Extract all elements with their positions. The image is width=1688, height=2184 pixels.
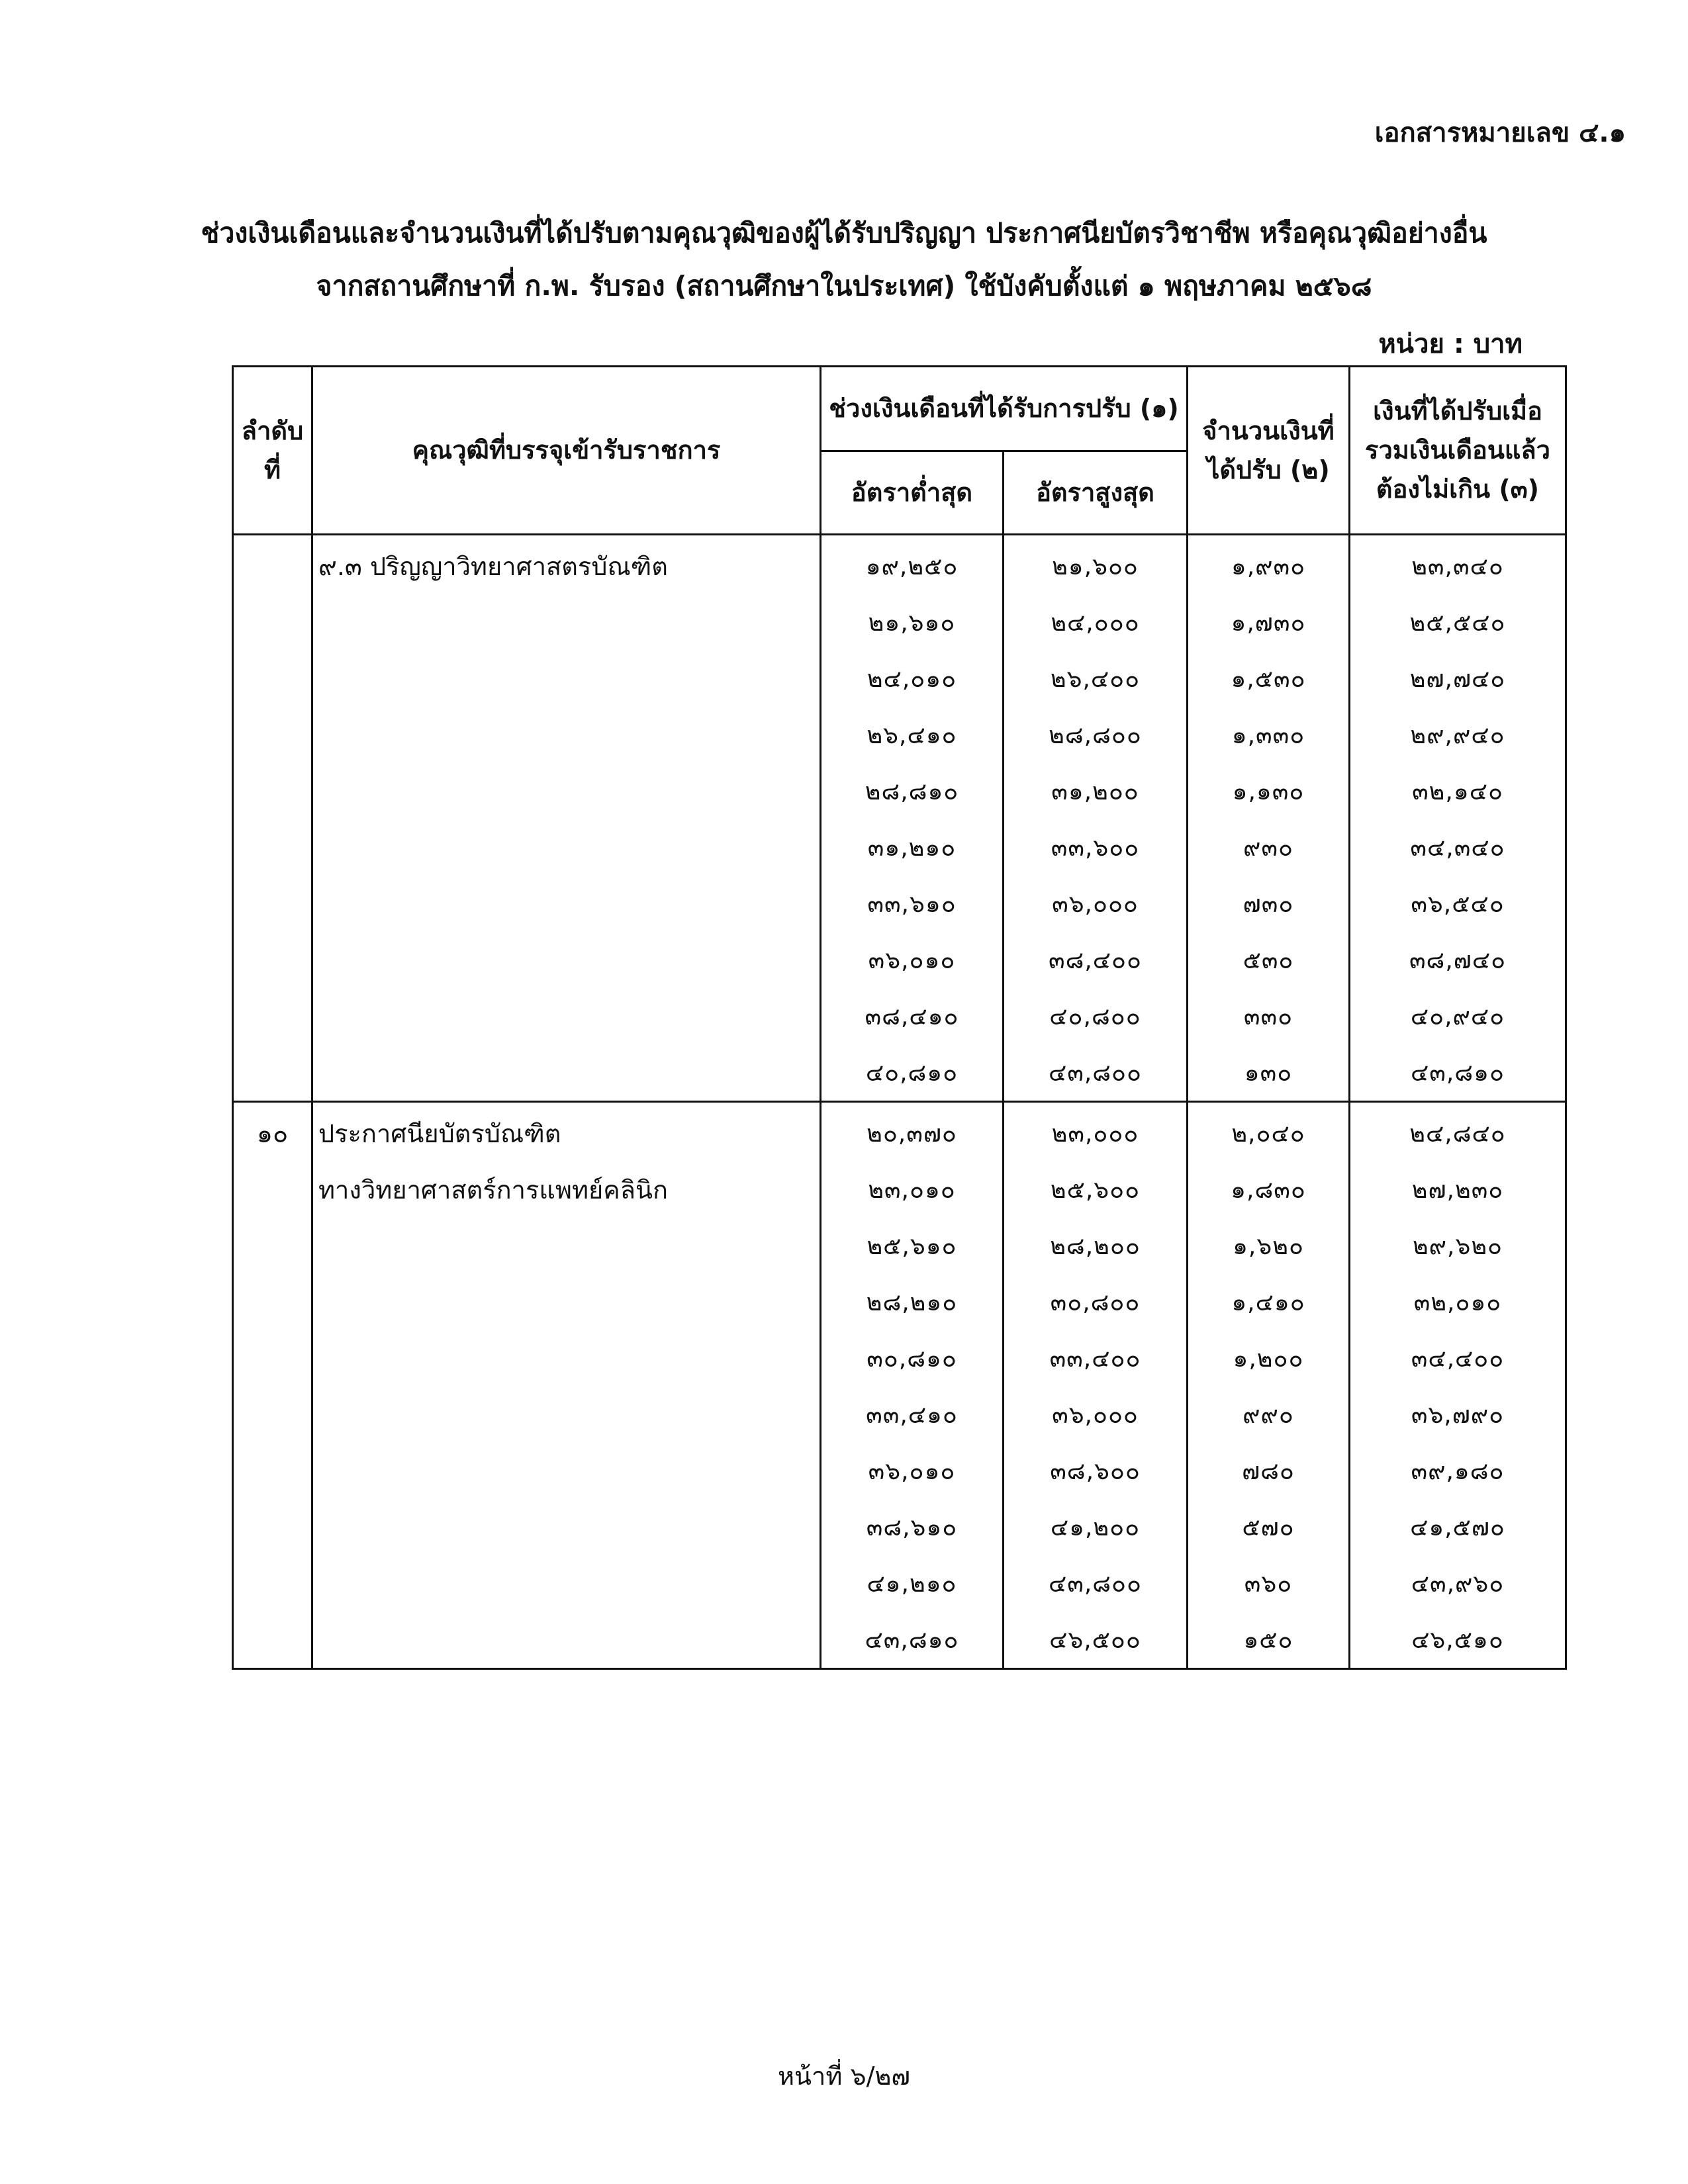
cap-amount-cell: ๓๔,๔๐๐	[1350, 1330, 1566, 1387]
header-qualification: คุณวุฒิที่บรรจุเข้ารับราชการ	[312, 367, 821, 535]
table-row	[233, 876, 1566, 932]
min-rate-cell: ๔๓,๘๑๐	[821, 1612, 1004, 1669]
min-rate-cell: ๔๑,๒๑๐	[821, 1555, 1004, 1612]
min-rate-cell: ๒๖,๔๑๐	[821, 707, 1004, 763]
max-rate-cell: ๓๖,๐๐๐	[1004, 876, 1188, 932]
adjust-amount-cell: ๑,๘๓๐	[1188, 1161, 1350, 1218]
max-rate-cell: ๒๘,๘๐๐	[1004, 707, 1188, 763]
seq-cell	[233, 1499, 312, 1555]
cap-amount-cell: ๓๙,๑๘๐	[1350, 1443, 1566, 1499]
max-rate-cell: ๒๔,๐๐๐	[1004, 594, 1188, 651]
table-row	[233, 651, 1566, 707]
seq-cell	[233, 1612, 312, 1669]
seq-cell	[233, 1044, 312, 1102]
min-rate-cell: ๓๖,๐๑๐	[821, 1443, 1004, 1499]
seq-cell	[233, 1387, 312, 1443]
qualification-cell	[312, 1218, 821, 1274]
adjust-amount-cell: ๙๓๐	[1188, 819, 1350, 876]
min-rate-cell: ๑๙,๒๕๐	[821, 535, 1004, 595]
cap-amount-cell: ๔๓,๙๖๐	[1350, 1555, 1566, 1612]
table-row	[233, 1218, 1566, 1274]
adjust-amount-cell: ๕๗๐	[1188, 1499, 1350, 1555]
cap-amount-cell: ๒๓,๓๔๐	[1350, 535, 1566, 595]
max-rate-cell: ๓๘,๖๐๐	[1004, 1443, 1188, 1499]
min-rate-cell: ๓๐,๘๑๐	[821, 1330, 1004, 1387]
min-rate-cell: ๓๑,๒๑๐	[821, 819, 1004, 876]
adjust-amount-cell: ๕๓๐	[1188, 932, 1350, 988]
qualification-cell	[312, 819, 821, 876]
table-row	[233, 819, 1566, 876]
adjust-amount-cell: ๑,๕๓๐	[1188, 651, 1350, 707]
header-seq: ลำดับที่	[233, 367, 312, 535]
max-rate-cell: ๓๐,๘๐๐	[1004, 1274, 1188, 1330]
header-max: อัตราสูงสุด	[1004, 451, 1188, 535]
table-row	[233, 1387, 1566, 1443]
max-rate-cell: ๓๓,๖๐๐	[1004, 819, 1188, 876]
adjust-amount-cell: ๓๖๐	[1188, 1555, 1350, 1612]
max-rate-cell: ๓๖,๐๐๐	[1004, 1387, 1188, 1443]
max-rate-cell: ๔๓,๘๐๐	[1004, 1555, 1188, 1612]
document-number: เอกสารหมายเลข ๔.๑	[1374, 118, 1626, 148]
table-row	[233, 1102, 1566, 1162]
adjust-amount-cell: ๑,๒๐๐	[1188, 1330, 1350, 1387]
adjust-amount-cell: ๑,๔๑๐	[1188, 1274, 1350, 1330]
min-rate-cell: ๓๓,๖๑๐	[821, 876, 1004, 932]
min-rate-cell: ๓๓,๔๑๐	[821, 1387, 1004, 1443]
qualification-cell	[312, 1499, 821, 1555]
table-row	[233, 932, 1566, 988]
table-body	[233, 535, 1566, 1669]
cap-amount-cell: ๒๔,๘๔๐	[1350, 1102, 1566, 1162]
min-rate-cell: ๔๐,๘๑๐	[821, 1044, 1004, 1102]
max-rate-cell: ๒๘,๒๐๐	[1004, 1218, 1188, 1274]
adjust-amount-cell: ๓๓๐	[1188, 988, 1350, 1044]
qualification-cell	[312, 651, 821, 707]
adjust-amount-cell: ๑๓๐	[1188, 1044, 1350, 1102]
max-rate-cell: ๒๖,๔๐๐	[1004, 651, 1188, 707]
seq-cell	[233, 876, 312, 932]
qualification-cell: ๙.๓ ปริญญาวิทยาศาสตรบัณฑิต	[312, 535, 821, 595]
cap-amount-cell: ๔๑,๕๗๐	[1350, 1499, 1566, 1555]
table-row	[233, 1274, 1566, 1330]
seq-cell	[233, 1443, 312, 1499]
seq-cell	[233, 1330, 312, 1387]
seq-cell	[233, 763, 312, 819]
cap-amount-cell: ๒๙,๖๒๐	[1350, 1218, 1566, 1274]
max-rate-cell: ๔๑,๒๐๐	[1004, 1499, 1188, 1555]
table-row	[233, 1443, 1566, 1499]
header-min: อัตราต่ำสุด	[821, 451, 1004, 535]
page-number: หน้าที่ ๖/๒๗	[777, 2062, 911, 2091]
adjust-amount-cell: ๑,๖๒๐	[1188, 1218, 1350, 1274]
max-rate-cell: ๒๑,๖๐๐	[1004, 535, 1188, 595]
qualification-cell	[312, 1274, 821, 1330]
max-rate-cell: ๒๓,๐๐๐	[1004, 1102, 1188, 1162]
adjust-amount-cell: ๗๘๐	[1188, 1443, 1350, 1499]
adjust-amount-cell: ๑,๗๓๐	[1188, 594, 1350, 651]
adjust-amount-cell: ๑,๑๓๐	[1188, 763, 1350, 819]
adjust-amount-cell: ๑,๙๓๐	[1188, 535, 1350, 595]
adjust-amount-cell: ๑,๓๓๐	[1188, 707, 1350, 763]
cap-amount-cell: ๓๔,๓๔๐	[1350, 819, 1566, 876]
cap-amount-cell: ๓๖,๗๙๐	[1350, 1387, 1566, 1443]
table-row	[233, 1555, 1566, 1612]
cap-amount-cell: ๒๕,๕๔๐	[1350, 594, 1566, 651]
cap-amount-cell: ๓๖,๕๔๐	[1350, 876, 1566, 932]
max-rate-cell: ๔๐,๘๐๐	[1004, 988, 1188, 1044]
max-rate-cell: ๒๕,๖๐๐	[1004, 1161, 1188, 1218]
cap-amount-cell: ๓๒,๑๔๐	[1350, 763, 1566, 819]
seq-cell	[233, 594, 312, 651]
cap-amount-cell: ๒๗,๒๓๐	[1350, 1161, 1566, 1218]
header-cap: เงินที่ได้ปรับเมื่อรวมเงินเดือนแล้วต้องไม่เกิน (๓)	[1350, 367, 1566, 535]
min-rate-cell: ๒๓,๐๑๐	[821, 1161, 1004, 1218]
salary-adjustment-table	[232, 365, 1567, 1670]
seq-cell: ๑๐	[233, 1102, 312, 1162]
title-line-1: ช่วงเงินเดือนและจำนวนเงินที่ได้ปรับตามคุณวุฒิของผู้ได้รับปริญญา ประกาศนียบัตรวิชาชีพ หรือคุณวุฒิอย่างอื่น	[201, 217, 1487, 249]
qualification-cell	[312, 594, 821, 651]
min-rate-cell: ๓๘,๔๑๐	[821, 988, 1004, 1044]
header-salary-range: ช่วงเงินเดือนที่ได้รับการปรับ (๑)	[821, 367, 1188, 451]
qualification-cell: ทางวิทยาศาสตร์การแพทย์คลินิก	[312, 1161, 821, 1218]
qualification-cell	[312, 876, 821, 932]
table-row	[233, 1161, 1566, 1218]
max-rate-cell: ๔๓,๘๐๐	[1004, 1044, 1188, 1102]
max-rate-cell: ๓๘,๔๐๐	[1004, 932, 1188, 988]
qualification-cell	[312, 1044, 821, 1102]
qualification-cell	[312, 1612, 821, 1669]
table-row	[233, 594, 1566, 651]
adjust-amount-cell: ๑๕๐	[1188, 1612, 1350, 1669]
seq-cell	[233, 535, 312, 595]
qualification-cell	[312, 932, 821, 988]
unit-label: หน่วย : บาท	[1378, 329, 1523, 359]
table-row	[233, 1330, 1566, 1387]
cap-amount-cell: ๒๙,๙๔๐	[1350, 707, 1566, 763]
qualification-cell	[312, 988, 821, 1044]
min-rate-cell: ๒๑,๖๑๐	[821, 594, 1004, 651]
cap-amount-cell: ๓๘,๗๔๐	[1350, 932, 1566, 988]
table-row	[233, 1044, 1566, 1102]
min-rate-cell: ๒๕,๖๑๐	[821, 1218, 1004, 1274]
min-rate-cell: ๒๔,๐๑๐	[821, 651, 1004, 707]
min-rate-cell: ๒๐,๓๗๐	[821, 1102, 1004, 1162]
qualification-cell	[312, 1443, 821, 1499]
adjust-amount-cell: ๙๙๐	[1188, 1387, 1350, 1443]
adjust-amount-cell: ๗๓๐	[1188, 876, 1350, 932]
cap-amount-cell: ๒๗,๗๔๐	[1350, 651, 1566, 707]
qualification-cell	[312, 763, 821, 819]
max-rate-cell: ๓๑,๒๐๐	[1004, 763, 1188, 819]
table-row	[233, 707, 1566, 763]
seq-cell	[233, 1274, 312, 1330]
cap-amount-cell: ๔๖,๕๑๐	[1350, 1612, 1566, 1669]
cap-amount-cell: ๔๓,๘๑๐	[1350, 1044, 1566, 1102]
min-rate-cell: ๓๘,๖๑๐	[821, 1499, 1004, 1555]
qualification-cell: ประกาศนียบัตรบัณฑิต	[312, 1102, 821, 1162]
seq-cell	[233, 651, 312, 707]
qualification-cell	[312, 1330, 821, 1387]
table-row	[233, 1499, 1566, 1555]
min-rate-cell: ๒๘,๒๑๐	[821, 1274, 1004, 1330]
table-row	[233, 1612, 1566, 1669]
title-line-2: จากสถานศึกษาที่ ก.พ. รับรอง (สถานศึกษาในประเทศ) ใช้บังคับตั้งแต่ ๑ พฤษภาคม ๒๕๖๘	[316, 270, 1372, 302]
qualification-cell	[312, 1387, 821, 1443]
cap-amount-cell: ๓๒,๐๑๐	[1350, 1274, 1566, 1330]
table-row	[233, 763, 1566, 819]
min-rate-cell: ๒๘,๘๑๐	[821, 763, 1004, 819]
seq-cell	[233, 819, 312, 876]
table-row	[233, 535, 1566, 595]
seq-cell	[233, 707, 312, 763]
header-amount: จำนวนเงินที่ได้ปรับ (๒)	[1188, 367, 1350, 535]
seq-cell	[233, 988, 312, 1044]
min-rate-cell: ๓๖,๐๑๐	[821, 932, 1004, 988]
seq-cell	[233, 1218, 312, 1274]
cap-amount-cell: ๔๐,๙๔๐	[1350, 988, 1566, 1044]
max-rate-cell: ๓๓,๔๐๐	[1004, 1330, 1188, 1387]
seq-cell	[233, 1161, 312, 1218]
qualification-cell	[312, 1555, 821, 1612]
table-row	[233, 988, 1566, 1044]
seq-cell	[233, 932, 312, 988]
qualification-cell	[312, 707, 821, 763]
seq-cell	[233, 1555, 312, 1612]
adjust-amount-cell: ๒,๐๔๐	[1188, 1102, 1350, 1162]
max-rate-cell: ๔๖,๕๐๐	[1004, 1612, 1188, 1669]
